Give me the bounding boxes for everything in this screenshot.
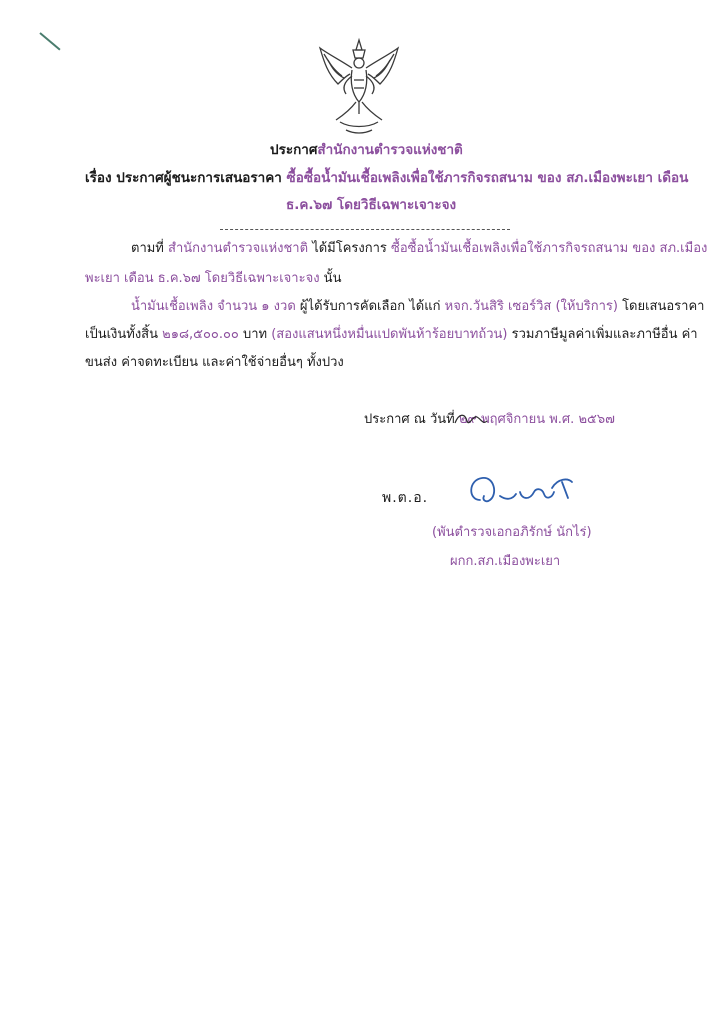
divider: [220, 229, 510, 230]
subject-line-2: ธ.ค.๖๗ โดยวิธีเฉพาะเจาะจง: [286, 197, 457, 213]
announce-day: ๒๙: [454, 412, 477, 427]
para2-line-1: [131, 298, 704, 316]
corner-scan-mark: [39, 32, 60, 50]
para2-amount-words: (สองแสนหนึ่งหมื่นแปดพันห้าร้อยบาทถ้วน): [267, 327, 508, 342]
para1-end: นั้น: [319, 271, 342, 286]
para1-line-1: [131, 240, 707, 258]
announce-lead: ประกาศ ณ วันที่: [364, 412, 455, 427]
para2-line2-end: รวมภาษีมูลค่าเพิ่มและภาษีอื่น ค่า: [507, 327, 698, 342]
garuda-emblem-icon: [316, 36, 402, 136]
para1-project-1: ซื้อซื้อน้ำมันเชื้อเพลิงเพื่อใช้ภารกิจรถสนาม ของ สภ.เมือง: [386, 241, 708, 256]
para2-end: โดยเสนอราคา: [617, 299, 705, 314]
para1-org: สำนักงานตำรวจแห่งชาติ: [163, 241, 309, 256]
para2-amount: ๒๑๘,๕๐๐.๐๐: [158, 327, 239, 342]
handwritten-date-mark: [451, 409, 501, 429]
rank-initials: พ.ต.อ.: [382, 490, 429, 506]
para2-vendor: หจก.วันสิริ เซอร์วิส (ให้บริการ): [440, 299, 618, 314]
para2-line-3: ขนส่ง ค่าจดทะเบียน และค่าใช้จ่ายอื่นๆ ทั้งปวง: [85, 355, 344, 370]
handwritten-signature: [464, 470, 582, 510]
announce-year-label: พ.ศ.: [545, 412, 575, 427]
para1-line-2: [85, 270, 341, 288]
para1-project-2: พะเยา เดือน ธ.ค.๖๗ โดยวิธีเฉพาะเจาะจง: [85, 271, 320, 286]
para1-mid: ได้มีโครงการ: [308, 241, 387, 256]
para2-line2-lead: เป็นเงินทั้งสิ้น: [85, 327, 158, 342]
title-prefix: ประกาศ: [270, 142, 318, 158]
para2-line-2: [85, 326, 698, 344]
para1-lead: ตามที่: [131, 241, 164, 256]
document-title: [270, 141, 463, 159]
signatory-name: (พันตำรวจเอกอภิรักษ์ นักไร่): [432, 525, 592, 540]
announce-year: ๒๕๖๗: [574, 412, 615, 427]
subject-label: เรื่อง ประกาศผู้ชนะการเสนอราคา: [85, 170, 282, 186]
para2-baht: บาท: [238, 327, 268, 342]
subject-text-1: ซื้อซื้อน้ำมันเชื้อเพลิงเพื่อใช้ภารกิจรถสนาม ของ สภ.เมืองพะเยา เดือน: [281, 170, 689, 186]
title-org: สำนักงานตำรวจแห่งชาติ: [317, 142, 463, 158]
signatory-position: ผกก.สภ.เมืองพะเยา: [450, 554, 561, 569]
para2-item: น้ำมันเชื้อเพลิง จำนวน ๑ งวด: [131, 299, 296, 314]
announce-month: พฤศจิกายน: [476, 412, 546, 427]
subject-line-1: [85, 169, 688, 187]
para2-mid: ผู้ได้รับการคัดเลือก ได้แก่: [295, 299, 441, 314]
